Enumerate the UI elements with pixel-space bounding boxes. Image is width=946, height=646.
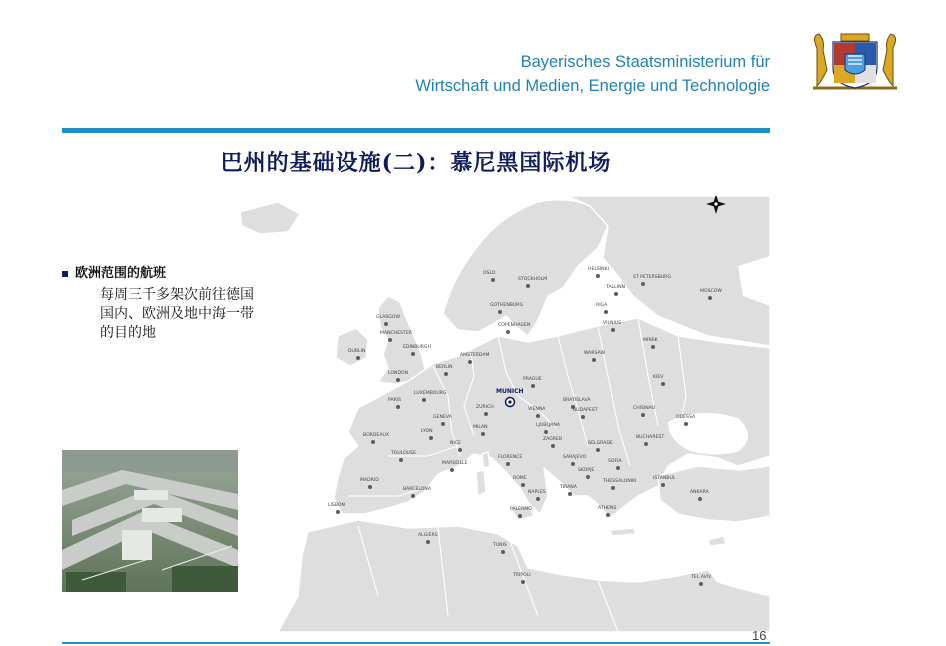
city-label: MILAN [473, 425, 488, 430]
page-number: 16 [752, 628, 767, 643]
city-label: BERLIN [436, 365, 453, 370]
city-dot [336, 510, 340, 514]
city-dot [571, 462, 575, 466]
city-dot [596, 448, 600, 452]
city-dot [521, 483, 525, 487]
city-dot [498, 310, 502, 314]
city-label: COPENHAGEN [498, 323, 531, 328]
footer-rule [62, 642, 770, 644]
city-label: SKOPJE [578, 468, 595, 473]
airport-aerial-photo [62, 450, 238, 592]
city-label: HELSINKI [588, 267, 609, 272]
city-label: SOFIA [608, 459, 622, 464]
city-label: LUXEMBOURG [414, 391, 447, 396]
city-label: TIRANA [560, 485, 577, 490]
city-label: MADRID [360, 478, 379, 483]
city-dot [551, 444, 555, 448]
city-label: ZAGREB [543, 437, 563, 442]
city-label: TUNIS [493, 543, 507, 548]
city-dot [506, 330, 510, 334]
city-label: TEL AVIV [691, 575, 712, 580]
city-dot [641, 413, 645, 417]
city-label: BRATISLAVA [563, 398, 591, 403]
city-dot [491, 278, 495, 282]
city-dot [661, 382, 665, 386]
desc-line-3: 的目的地 [100, 325, 156, 341]
city-label: BUDAPEST [573, 408, 598, 413]
city-label: PARIS [388, 398, 402, 403]
city-dot [518, 514, 522, 518]
city-label: BARCELONA [403, 487, 431, 492]
city-label: ZURICH [476, 405, 494, 410]
city-label: NAPLES [528, 490, 546, 495]
city-label: BORDEAUX [363, 433, 389, 438]
city-dot [411, 352, 415, 356]
city-dot [596, 274, 600, 278]
city-dot [698, 497, 702, 501]
ministry-name [415, 50, 770, 98]
bullet-heading [62, 262, 166, 281]
city-label: MANCHESTER [380, 331, 412, 336]
city-label: ALGIERS [418, 533, 438, 538]
city-label: MINSK [643, 338, 658, 343]
europe-route-map [238, 196, 770, 632]
city-label: MARSEILLE [442, 461, 468, 466]
city-dot [506, 462, 510, 466]
city-dot [531, 384, 535, 388]
city-label: AMSTERDAM [460, 353, 490, 358]
city-label: NICE [450, 441, 461, 446]
city-dot [388, 338, 392, 342]
desc-line-1: 每周三千多架次前往德国 [100, 287, 254, 303]
city-label: DUBLIN [348, 349, 366, 354]
city-dot [586, 475, 590, 479]
ministry-line-2: Wirtschaft und Medien, Energie und Technologie [415, 77, 770, 95]
city-dot [651, 345, 655, 349]
city-dot [468, 360, 472, 364]
city-label: TRIPOLI [513, 573, 531, 578]
city-label: GLASGOW [376, 315, 401, 320]
city-dot [368, 485, 372, 489]
city-dot [544, 430, 548, 434]
city-dot [606, 513, 610, 517]
city-label: OSLO [483, 271, 496, 276]
ministry-line-1: Bayerisches Staatsministerium für [520, 53, 770, 71]
city-dot [611, 486, 615, 490]
city-label: GOTHENBURG [490, 303, 524, 308]
city-dot [484, 412, 488, 416]
city-label: ANKARA [690, 490, 709, 495]
city-dot [644, 442, 648, 446]
header-rule [62, 128, 770, 133]
city-dot [411, 494, 415, 498]
city-label: LONDON [388, 371, 409, 376]
bullet-square-icon [62, 271, 68, 277]
city-dot [384, 322, 388, 326]
city-dot [458, 448, 462, 452]
city-label: STOCKHOLM [518, 277, 548, 282]
city-dot [441, 422, 445, 426]
city-dot [611, 328, 615, 332]
city-label: LJUBLJANA [536, 423, 560, 428]
city-dot [396, 378, 400, 382]
city-dot [422, 398, 426, 402]
city-label: PALERMO [510, 507, 532, 512]
city-dot [699, 582, 703, 586]
city-dot [536, 414, 540, 418]
city-label: ROME [513, 476, 527, 481]
city-dot [614, 292, 618, 296]
city-label: LISBON [328, 503, 345, 508]
city-dot [521, 580, 525, 584]
city-dot [444, 372, 448, 376]
city-label: ODESSA [676, 415, 696, 420]
city-label: THESSALONIKI [603, 479, 637, 484]
city-label: KIEV [653, 375, 664, 380]
city-label: LYON [421, 429, 433, 434]
city-label: ISTANBUL [653, 476, 676, 481]
city-label: MOSCOW [700, 289, 722, 294]
city-label: TALLINN [606, 285, 625, 290]
city-label: WARSAW [584, 351, 606, 356]
city-label: BUCHAREST [636, 435, 665, 440]
city-dot [371, 440, 375, 444]
city-dot [536, 497, 540, 501]
city-dot [501, 550, 505, 554]
city-dot [641, 282, 645, 286]
slide-title: 巴州的基础设施(二)：慕尼黑国际机场 [220, 150, 612, 176]
city-label: ATHENS [598, 506, 617, 511]
city-label: FLORENCE [498, 455, 523, 460]
city-label: GENEVA [433, 415, 452, 420]
city-dot [450, 468, 454, 472]
city-dot [604, 310, 608, 314]
city-label: PRAGUE [523, 377, 542, 382]
city-dot [616, 466, 620, 470]
bavarian-coat-of-arms-icon [803, 30, 907, 94]
city-dot [708, 296, 712, 300]
city-dot [568, 492, 572, 496]
city-label: BELGRADE [588, 441, 613, 446]
city-dot [426, 540, 430, 544]
city-dot [356, 356, 360, 360]
city-label: CHISINAU [633, 406, 656, 411]
city-label: EDINBURGH [403, 345, 431, 350]
city-dot [684, 422, 688, 426]
city-dot [429, 436, 433, 440]
desc-line-2: 国内、欧洲及地中海一带 [100, 306, 254, 322]
city-label: RIGA [596, 303, 608, 308]
city-dot [481, 432, 485, 436]
city-label: VIENNA [528, 407, 546, 412]
city-dot [592, 358, 596, 362]
city-label: VILNIUS [603, 321, 622, 326]
city-dot [661, 483, 665, 487]
city-dot [399, 458, 403, 462]
city-dot [396, 405, 400, 409]
bullet-description [100, 286, 280, 343]
city-dot [526, 284, 530, 288]
bullet-heading-text: 欧洲范围的航班 [75, 266, 167, 281]
hub-label: MUNICH [496, 388, 524, 395]
city-label: SARAJEVO [563, 455, 587, 460]
city-label: ST PETERSBURG [633, 275, 671, 280]
city-label: TOULOUSE [391, 451, 416, 456]
city-dot [581, 415, 585, 419]
